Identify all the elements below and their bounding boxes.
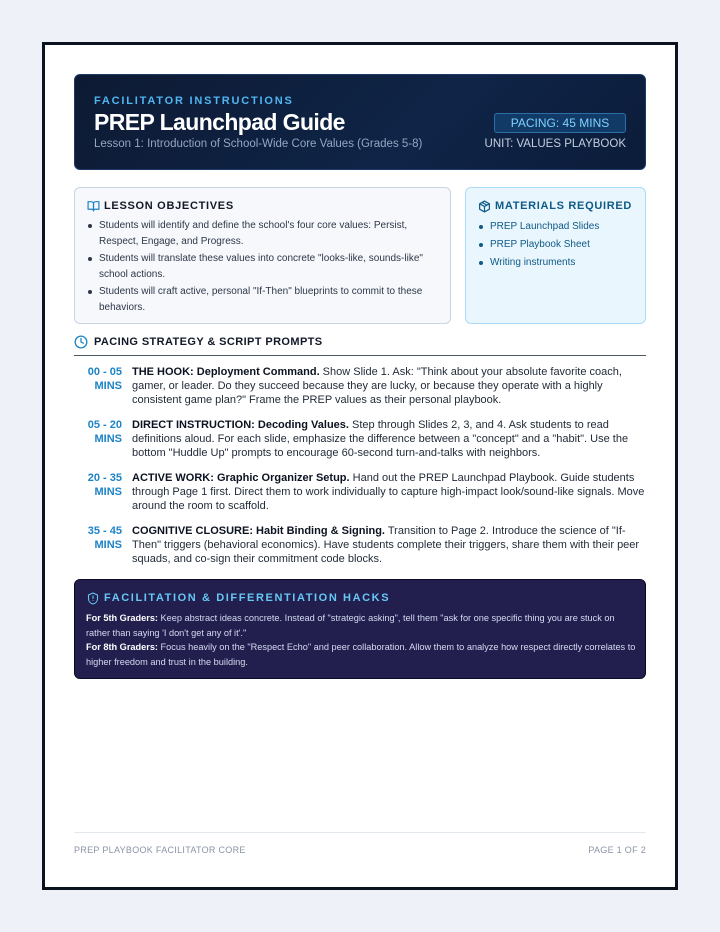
step-time-unit: MINS xyxy=(94,433,122,445)
facilitation-hacks-panel xyxy=(74,579,646,679)
step-time xyxy=(74,471,132,513)
step-title: DIRECT INSTRUCTION: Decoding Values. xyxy=(132,419,349,431)
footer-left-text: PREP PLAYBOOK FACILITATOR CORE xyxy=(74,845,246,855)
step-body xyxy=(132,418,646,460)
step-title: THE HOOK: Deployment Command. xyxy=(132,366,320,378)
clock-icon xyxy=(74,335,88,349)
step-title: COGNITIVE CLOSURE: Habit Binding & Signing. xyxy=(132,525,385,537)
hacks-body xyxy=(86,611,638,669)
step-time-range: 00 - 05 xyxy=(87,366,122,378)
step-text: Hand out the PREP Launchpad Playbook. Guide students through Page 1 first. Direct them to work individually to capture high-impact look/sound-like signals. Move around the room to scaffold. xyxy=(132,472,645,512)
pacing-badge: PACING: 45 MINS xyxy=(494,113,626,133)
materials-heading xyxy=(478,199,632,213)
step-body xyxy=(132,471,646,513)
document-page xyxy=(42,42,678,890)
step-text: Step through Slides 2, 3, and 4. Ask students to read definitions aloud. For each slide, emphasize the difference between a "concept" and a "habit". Use the bottom "Huddle Up" prompts to encourage 60-second turn-and-talks with neighbors. xyxy=(132,419,629,459)
step-time-range: 05 - 20 xyxy=(87,419,122,431)
step-time xyxy=(74,365,132,407)
shield-icon xyxy=(87,592,99,605)
hack-label: For 8th Graders: xyxy=(86,642,158,652)
pacing-step xyxy=(74,471,646,513)
step-text: Transition to Page 2. Introduce the science of "If-Then" triggers (behavioral economics). Have students complete their triggers, share them with their peer squads, and co-sign their commitment code blocks. xyxy=(132,525,640,565)
step-time-unit: MINS xyxy=(94,486,122,498)
hack-label: For 5th Graders: xyxy=(86,613,158,623)
pacing-section-heading xyxy=(74,336,646,356)
hack-item xyxy=(86,611,638,640)
page-number: PAGE 1 OF 2 xyxy=(588,845,646,855)
step-time-range: 20 - 35 xyxy=(87,472,122,484)
list-item: PREP Playbook Sheet xyxy=(478,236,638,254)
hack-item xyxy=(86,640,638,669)
page-footer xyxy=(74,832,646,862)
objectives-heading-text: LESSON OBJECTIVES xyxy=(104,200,234,212)
materials-heading-text: MATERIALS REQUIRED xyxy=(495,200,633,212)
book-open-icon xyxy=(87,200,100,212)
list-item: Students will identify and define the school's four core values: Persist, Respect, Engage, and Progress. xyxy=(87,218,439,250)
step-time-range: 35 - 45 xyxy=(87,525,122,537)
pacing-step xyxy=(74,418,646,460)
header-banner xyxy=(74,74,646,170)
pacing-step xyxy=(74,524,646,566)
step-time-unit: MINS xyxy=(94,539,122,551)
lesson-subtitle: Lesson 1: Introduction of School-Wide Core Values (Grades 5-8) xyxy=(94,138,423,150)
pacing-heading-text: PACING STRATEGY & SCRIPT PROMPTS xyxy=(94,336,323,348)
page-title: PREP Launchpad Guide xyxy=(94,109,345,135)
objectives-list xyxy=(87,218,439,317)
step-body xyxy=(132,524,646,566)
hacks-heading xyxy=(87,591,390,605)
step-time xyxy=(74,524,132,566)
materials-list xyxy=(478,218,638,272)
step-title: ACTIVE WORK: Graphic Organizer Setup. xyxy=(132,472,350,484)
materials-card xyxy=(465,187,646,324)
step-body xyxy=(132,365,646,407)
unit-label: UNIT: VALUES PLAYBOOK xyxy=(484,138,626,150)
package-icon xyxy=(478,200,491,213)
list-item: Students will translate these values into concrete "looks-like, sounds-like" school actions. xyxy=(87,251,439,283)
pacing-step xyxy=(74,365,646,407)
step-text: Show Slide 1. Ask: "Think about your absolute favorite coach, gamer, or leader. Do they succeed because they are lucky, or because they operate with a highly consistent game plan?" Frame the PREP values as their personal playbook. xyxy=(132,366,622,406)
list-item: Students will craft active, personal "If-Then" blueprints to commit to these behaviors. xyxy=(87,284,439,316)
hack-text: Focus heavily on the "Respect Echo" and peer collaboration. Allow them to analyze how respect directly correlates to higher freedom and trust in the building. xyxy=(86,642,636,667)
objectives-heading xyxy=(87,199,234,213)
hacks-heading-text: FACILITATION & DIFFERENTIATION HACKS xyxy=(104,592,391,604)
hack-text: Keep abstract ideas concrete. Instead of "strategic asking", tell them "ask for one specific thing you are stuck on rather than saying 'I don't get any of it'." xyxy=(86,613,615,638)
step-time-unit: MINS xyxy=(94,380,122,392)
list-item: PREP Launchpad Slides xyxy=(478,218,638,236)
list-item: Writing instruments xyxy=(478,254,638,272)
objectives-card xyxy=(74,187,451,324)
step-time xyxy=(74,418,132,460)
header-kicker: FACILITATOR INSTRUCTIONS xyxy=(94,95,294,107)
